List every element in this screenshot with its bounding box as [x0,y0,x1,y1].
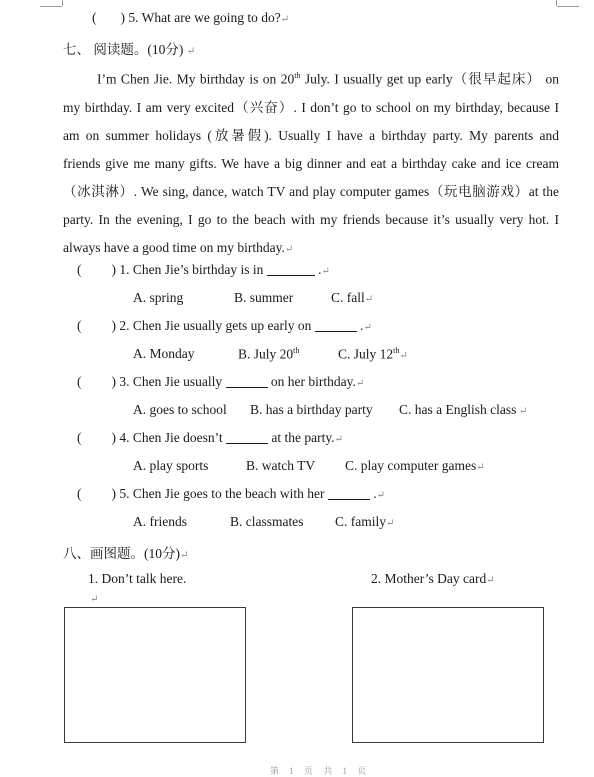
question-text-after: at the party. [268,430,335,445]
question-text-after: . [369,486,377,501]
reading-passage [63,62,559,264]
passage-line: party. In the evening, I go to the beach with my friends because it’s usually very hot. I [63,211,559,227]
return-mark: ↵ [334,434,343,445]
question-text: 3. Chen Jie usually [116,374,226,389]
passage-line: always have a good time on my birthday.↵ [63,239,294,255]
return-mark: ↵ [186,46,196,57]
drawing-item-2-label: 2. Mother’s Day card↵ [371,571,495,586]
question-4 [77,430,343,446]
return-mark: ↵ [376,490,385,501]
question-2-option-a: A. Monday [133,346,195,361]
passage-line: my birthday. I am very excited（兴奋）. I don’t go to school on my birthday, because I [63,99,559,115]
passage-line: am on summer holidays (放暑假). Usually I have a birthday party. My parents and [63,127,559,143]
return-mark: ↵ [280,14,290,25]
answer-paren-open: ( [92,10,97,25]
question-5-option-b: B. classmates [230,514,304,529]
answer-paren-close: ) [111,430,116,445]
drawing-box-2[interactable] [352,607,544,743]
question-2 [77,318,372,334]
section7-title: 七、 阅读题。(10分) ↵ [63,42,196,57]
question-1-option-c: C. fall↵ [331,290,374,305]
passage-line: （冰淇淋）. We sing, dance, watch TV and play computer games（玩电脑游戏）at the [63,183,559,199]
question-text-after: on her birthday. [267,374,356,389]
question-text: 5. Chen Jie goes to the beach with her [116,486,328,501]
return-mark: ↵ [321,266,330,277]
question-text: 1. Chen Jie’s birthday is in [116,262,267,277]
return-mark: ↵ [364,294,374,305]
question-text: 4. Chen Jie doesn’t [116,430,226,445]
prev-question-text: 5. What are we going to do? [128,10,281,25]
section8-title: 八、画图题。(10分)↵ [63,546,189,561]
question-5-option-c: C. family↵ [335,514,395,529]
return-mark: ↵ [284,243,294,255]
answer-paren-open[interactable]: ( [77,486,82,501]
question-2-option-c: C. July 12th↵ [338,346,408,362]
return-mark: ↵ [355,378,365,389]
answer-blank[interactable] [328,487,370,500]
answer-paren-close: ) [111,374,116,389]
question-text-after: . [356,318,364,333]
question-1 [77,262,330,278]
answer-blank[interactable] [315,319,357,332]
page-footer: 第 1 页 共 1 页 [270,766,371,776]
question-text: 2. Chen Jie usually gets up early on [116,318,315,333]
return-mark: ↵ [476,462,485,473]
answer-blank[interactable] [267,263,315,276]
question-5 [77,486,385,502]
return-mark: ↵ [363,322,372,333]
passage-line: friends give me many gifts. We have a big dinner and eat a birthday cake and ice cream [63,155,559,171]
question-1-option-b: B. summer [234,290,294,305]
return-mark: ↵ [90,594,99,605]
answer-paren-close: ) [120,10,125,25]
drawing-box-1[interactable] [64,607,246,743]
question-3-option-b: B. has a birthday party [250,402,373,417]
question-4-option-a: A. play sports [133,458,209,473]
question-3-option-a: A. goes to school [133,402,227,417]
question-1-option-a: A. spring [133,290,184,305]
crop-mark-left-h [40,6,62,7]
answer-blank[interactable] [226,431,268,444]
answer-paren-close: ) [111,262,116,277]
question-4-option-c: C. play computer games↵ [345,458,485,473]
answer-paren-open[interactable]: ( [77,430,82,445]
crop-mark-right-h [557,6,579,7]
return-mark: ↵ [516,406,528,417]
question-4-option-b: B. watch TV [246,458,316,473]
passage-line: I’m Chen Jie. My birthday is on 20th July. I usually get up early（很早起床） on [97,71,560,87]
question-3 [77,374,364,390]
answer-paren-open[interactable]: ( [77,262,82,277]
return-mark: ↵ [386,518,395,529]
return-mark: ↵ [486,575,495,586]
question-2-option-b: B. July 20th [238,346,300,362]
return-mark: ↵ [399,350,408,362]
drawing-item-1-label: 1. Don’t talk here. [88,571,187,586]
answer-paren-close: ) [111,318,116,333]
answer-blank[interactable] [226,375,268,388]
answer-paren-close: ) [111,486,116,501]
answer-paren-open[interactable]: ( [77,318,82,333]
return-mark: ↵ [180,550,189,561]
crop-mark-left [62,0,63,6]
question-text-after: . [314,262,322,277]
question-5-option-a: A. friends [133,514,187,529]
answer-paren-open[interactable]: ( [77,374,82,389]
prev-question [92,10,289,26]
question-3-option-c: C. has a English class ↵ [399,402,528,417]
